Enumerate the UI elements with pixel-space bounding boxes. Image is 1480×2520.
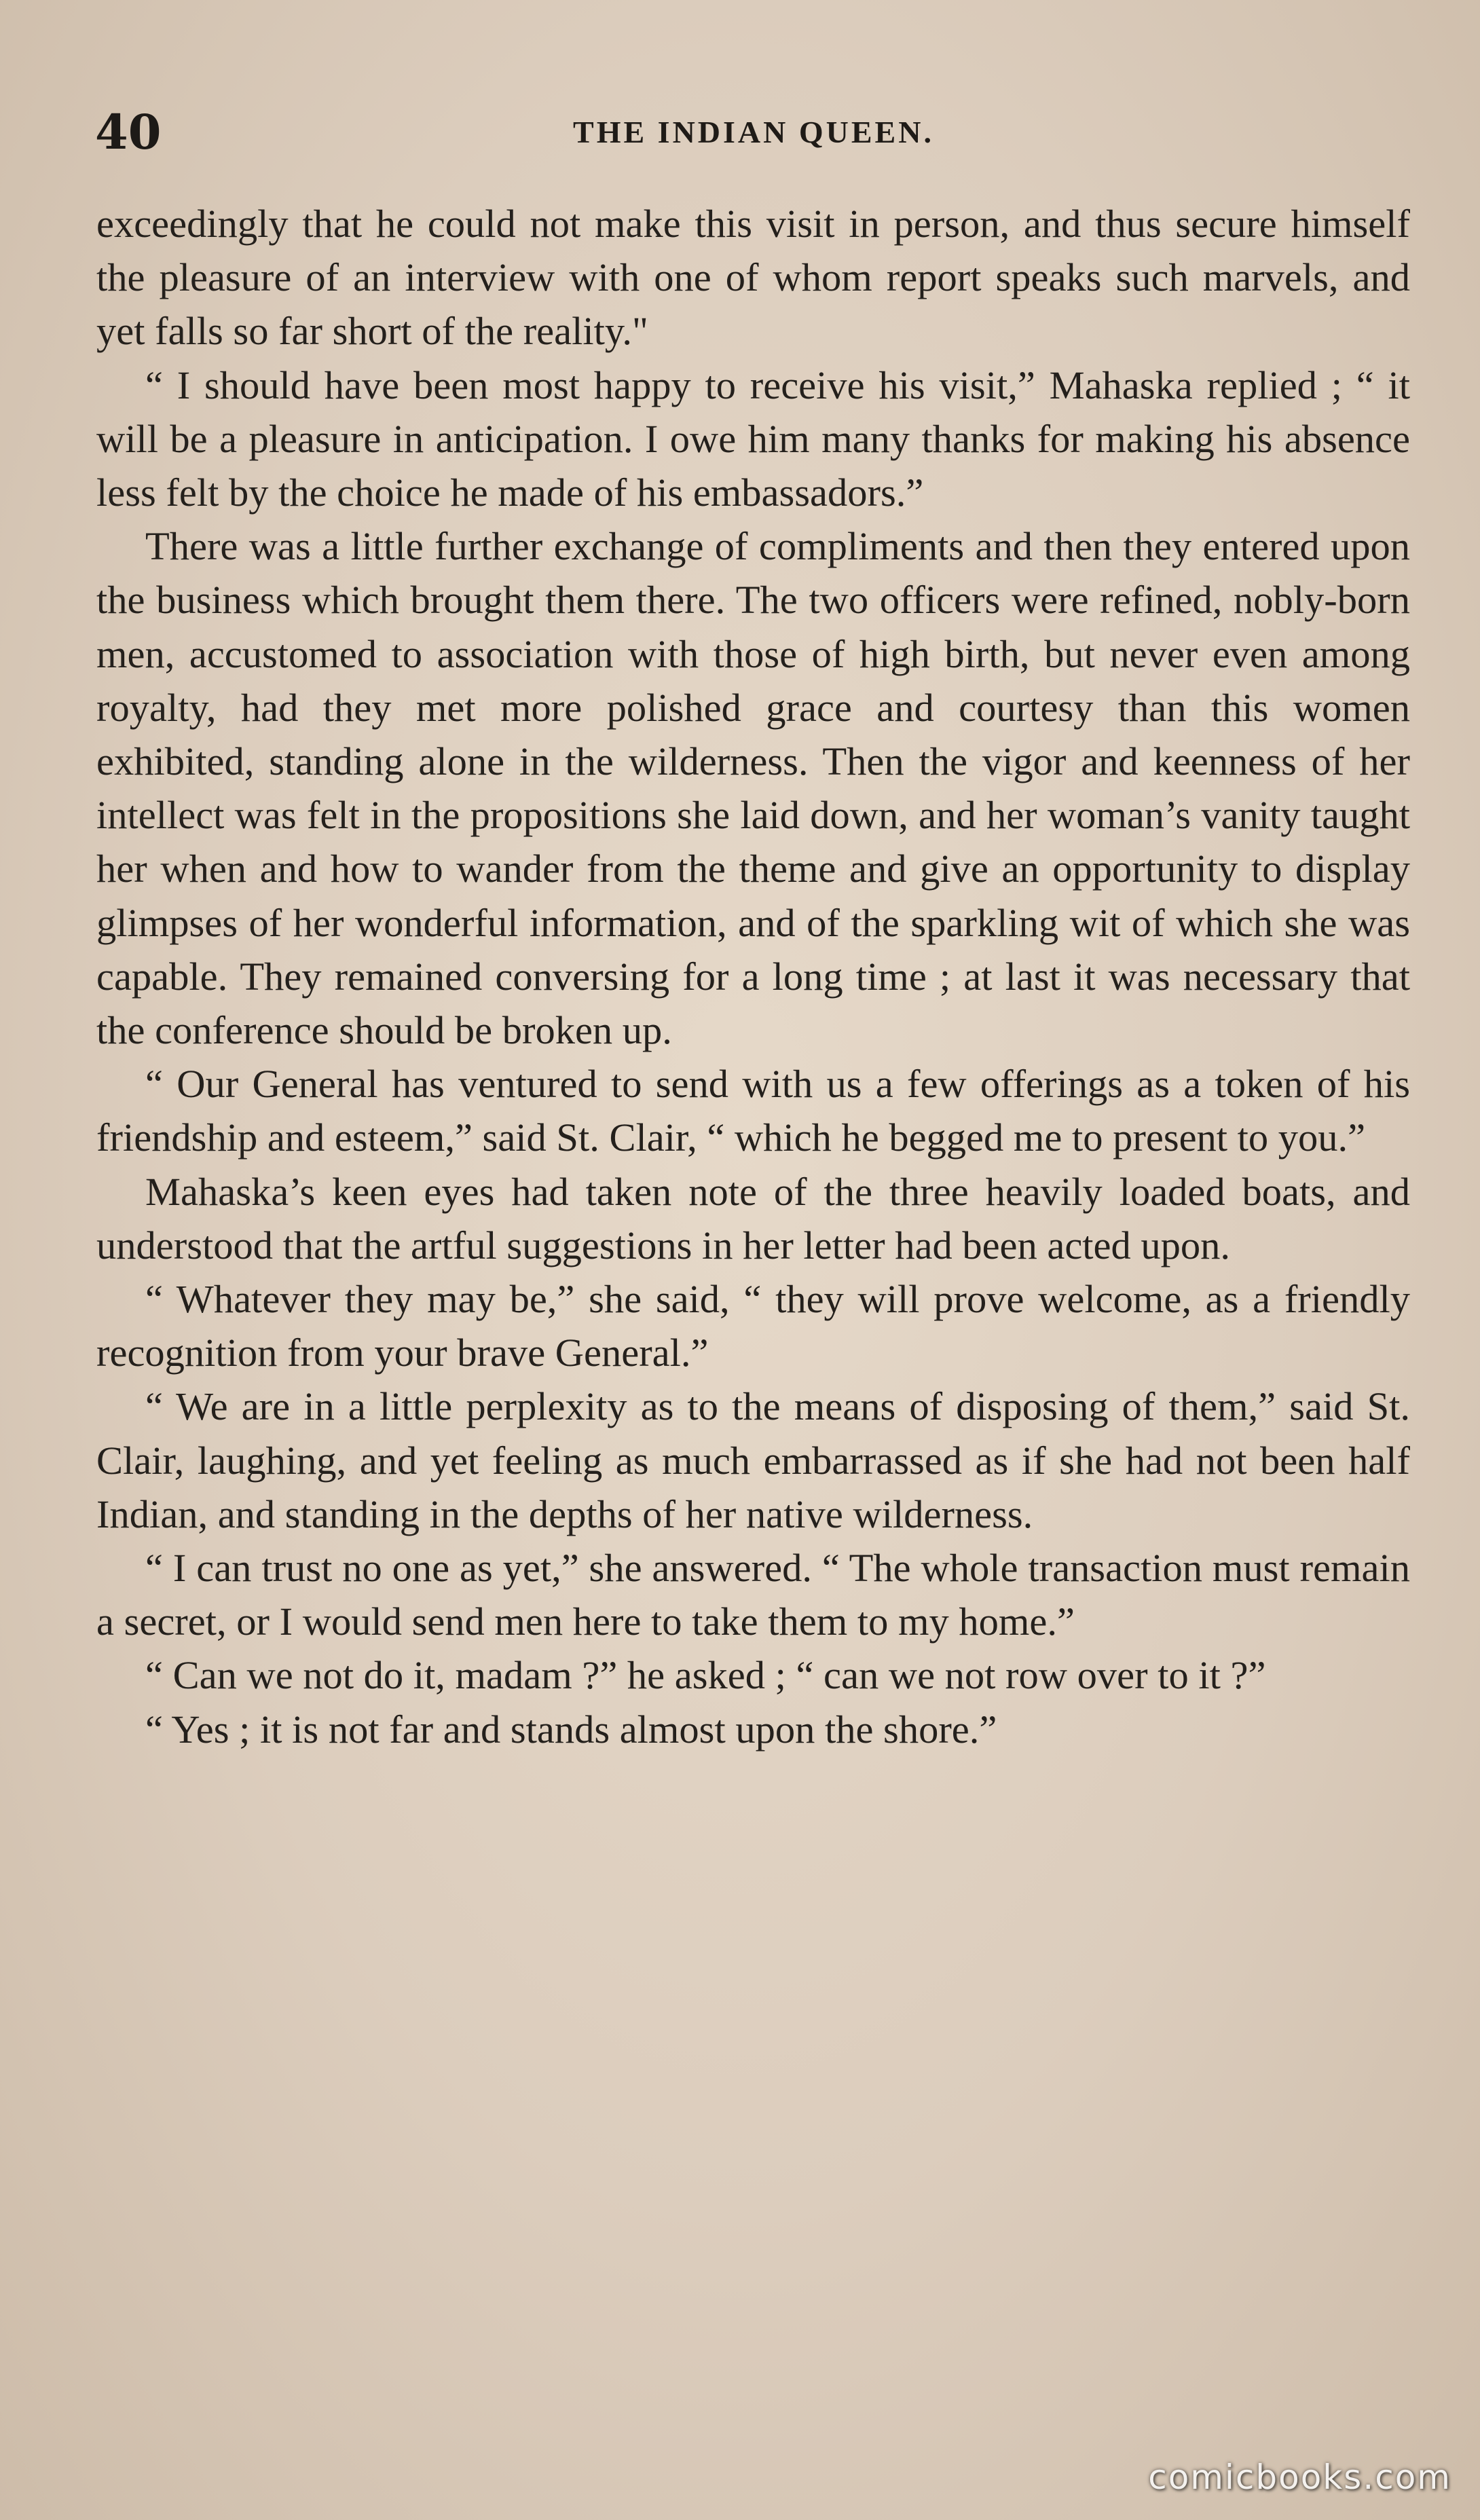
page-header [95,102,1412,163]
paragraph: “ Whatever they may be,” she said, “ they will prove welcome, as a friendly recognition from your brave General.” [96,1277,1410,1375]
running-head: THE INDIAN QUEEN. [573,115,934,149]
paragraph: There was a little further exchange of compliments and then they entered upon the business which brought them there. The two officers were refined, nobly-born men, accustomed to association with those of high birth, but never even among royalty, had they met more polished grace and courtesy than this women exhibited, standing alone in the wilderness. Then the vigor and keenness of her intellect was felt in the propositions she laid down, and her woman’s vanity taught her when and how to wander from the theme and give an opportunity to display glimpses of her wonderful information, and of the sparkling wit of which she was capable. They remained conversing for a long time ; at last it was necessary that the conference should be broken up. [96,524,1410,1053]
paragraph: “ Yes ; it is not far and stands almost upon the shore.” [145,1707,997,1752]
paragraph: “ Can we not do it, madam ?” he asked ; “ can we not row over to it ?” [145,1653,1266,1698]
watermark: comicbooks.com [1148,2458,1451,2497]
paragraph: “ Our General has ventured to send with us a few offerings as a token of his friendship and esteem,” said St. Clair, “ which he begged me to present to you.” [96,1062,1410,1160]
body-text [96,197,1410,1756]
paragraph: “ I can trust no one as yet,” she answered. “ The whole transaction must remain a secret, or I would send men here to take them to my home.” [96,1546,1410,1644]
paragraph: “ We are in a little perplexity as to the means of disposing of them,” said St. Clair, laughing, and yet feeling as much embarrassed as if she had not been half Indian, and standing in the depths of her native wilderness. [96,1384,1410,1536]
paragraph: Mahaska’s keen eyes had taken note of the three heavily loaded boats, and understood that the artful suggestions in her letter had been acted upon. [96,1169,1410,1267]
paragraph: exceedingly that he could not make this visit in person, and thus secure himself the pleasure of an interview with one of whom report speaks such marvels, and yet falls so far short of the reality." [96,202,1410,354]
page-number: 40 [95,104,162,160]
paragraph: “ I should have been most happy to receive his visit,” Mahaska replied ; “ it will be a pleasure in anticipation. I owe him many thanks for making his absence less felt by the choice he made of his embassadors.” [96,363,1410,515]
